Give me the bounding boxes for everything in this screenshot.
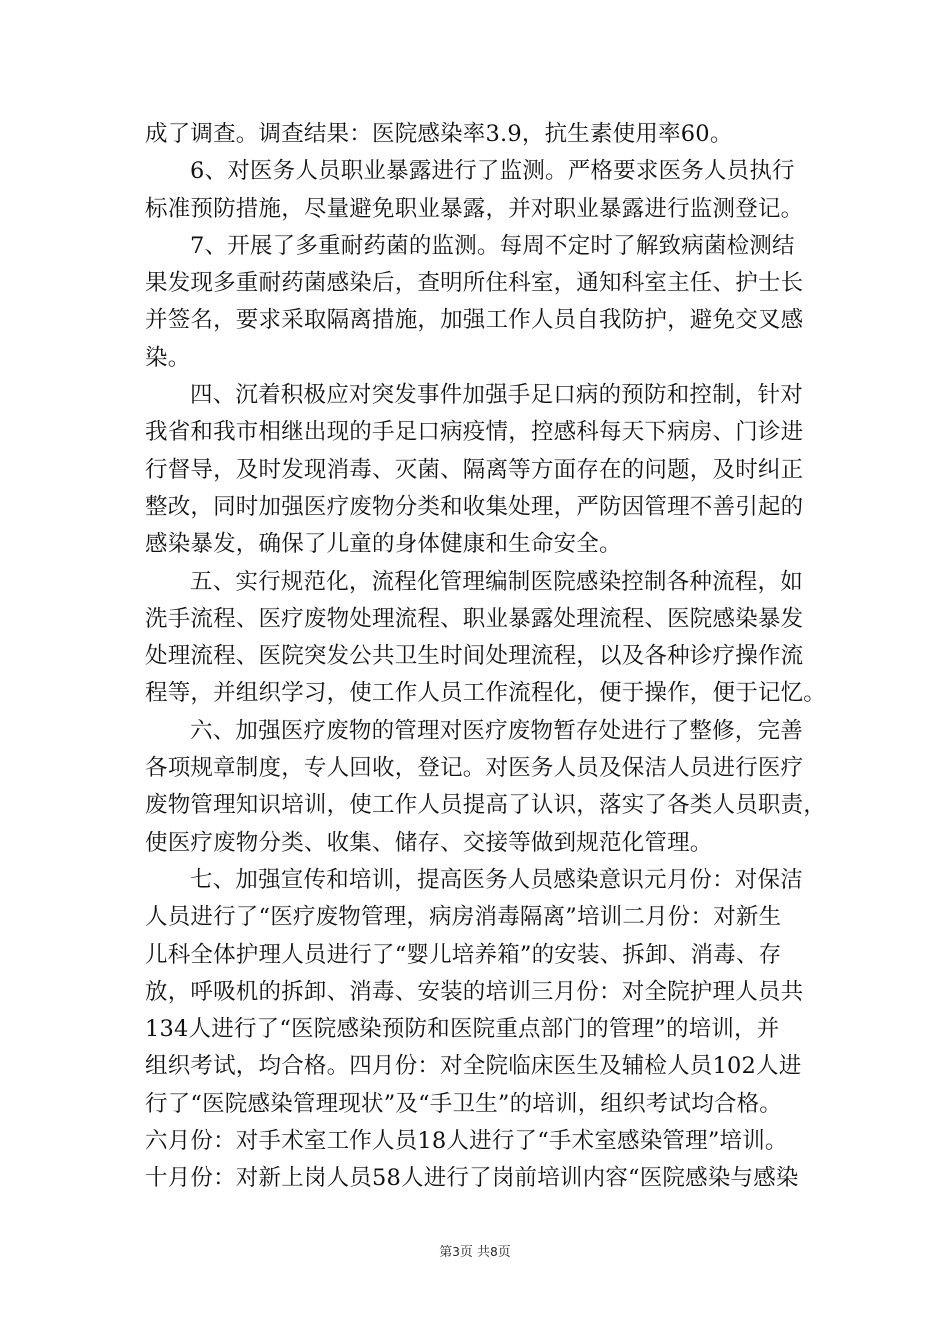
text-line: 四、沉着积极应对突发事件加强手足口病的预防和控制，针对 — [190, 382, 803, 409]
text-line: 染。 — [145, 344, 191, 371]
text-line: 并签名，要求采取隔离措施，加强工作人员自我防护，避免交叉感 — [145, 307, 804, 334]
text-line: 处理流程、医院突发公共卫生时间处理流程，以及各种诊疗操作流 — [145, 643, 804, 670]
footer-prefix: 第 — [439, 1245, 453, 1260]
text-line: 感染暴发，确保了儿童的身体健康和生命安全。 — [145, 531, 622, 558]
text-line: 六、加强医疗废物的管理对医疗废物暂存处进行了整修，完善 — [190, 717, 803, 744]
text-line: 十月份：对新上岗人员58人进行了岗前培训内容“医院感染与感染 — [145, 1165, 799, 1192]
footer-total-pages: 8 — [490, 1245, 498, 1259]
text-line: 标准预防措施，尽量避免职业暴露，并对职业暴露进行监测登记。 — [145, 195, 804, 222]
page-footer — [0, 1241, 950, 1260]
text-line: 人员进行了“医疗废物管理，病房消毒隔离”培训二月份：对新生 — [145, 904, 782, 931]
text-line: 儿科全体护理人员进行了“婴儿培养箱”的安装、拆卸、消毒、存 — [145, 941, 782, 968]
text-line: 组织考试，均合格。四月份：对全院临床医生及辅检人员102人进 — [145, 1053, 802, 1080]
footer-current-page: 3 — [452, 1245, 460, 1259]
text-line: 我省和我市相继出现的手足口病疫情，控感科每天下病房、门诊进 — [145, 419, 804, 446]
text-line: 六月份：对手术室工作人员18人进行了“手术室感染管理”培训。 — [145, 1128, 788, 1155]
footer-middle: 页 共 — [459, 1245, 491, 1260]
text-line: 七、加强宣传和培训，提高医务人员感染意识元月份：对保洁 — [190, 866, 803, 893]
text-line: 程等，并组织学习，使工作人员工作流程化，便于操作，便于记忆。 — [145, 680, 827, 707]
document-body — [145, 116, 827, 1198]
text-line: 五、实行规范化，流程化管理编制医院感染控制各种流程，如 — [190, 568, 803, 595]
text-line: 废物管理知识培训，使工作人员提高了认识，落实了各类人员职责， — [145, 792, 827, 819]
text-line: 各项规章制度，专人回收，登记。对医务人员及保洁人员进行医疗 — [145, 755, 804, 782]
text-line: 134人进行了“医院感染预防和医院重点部门的管理”的培训，并 — [145, 1016, 780, 1043]
text-line: 使医疗废物分类、收集、储存、交接等做到规范化管理。 — [145, 829, 713, 856]
text-line: 成了调查。调查结果：医院感染率3.9，抗生素使用率60。 — [145, 121, 733, 147]
text-line: 行督导，及时发现消毒、灭菌、隔离等方面存在的问题，及时纠正 — [145, 456, 804, 483]
text-line: 果发现多重耐药菌感染后，查明所住科室，通知科室主任、护士长 — [145, 270, 804, 297]
text-line: 行了“医院感染管理现状”及“手卫生”的培训，组织考试均合格。 — [145, 1090, 783, 1117]
text-line: 整改，同时加强医疗废物分类和收集处理，严防因管理不善引起的 — [145, 493, 804, 520]
text-line: 6、对医务人员职业暴露进行了监测。严格要求医务人员执行 — [190, 158, 795, 185]
text-line: 7、开展了多重耐药菌的监测。每周不定时了解致病菌检测结 — [190, 232, 795, 259]
text-line: 放，呼吸机的拆卸、消毒、安装的培训三月份：对全院护理人员共 — [145, 978, 804, 1005]
text-line: 洗手流程、医疗废物处理流程、职业暴露处理流程、医院感染暴发 — [145, 605, 804, 632]
footer-suffix: 页 — [497, 1245, 511, 1260]
